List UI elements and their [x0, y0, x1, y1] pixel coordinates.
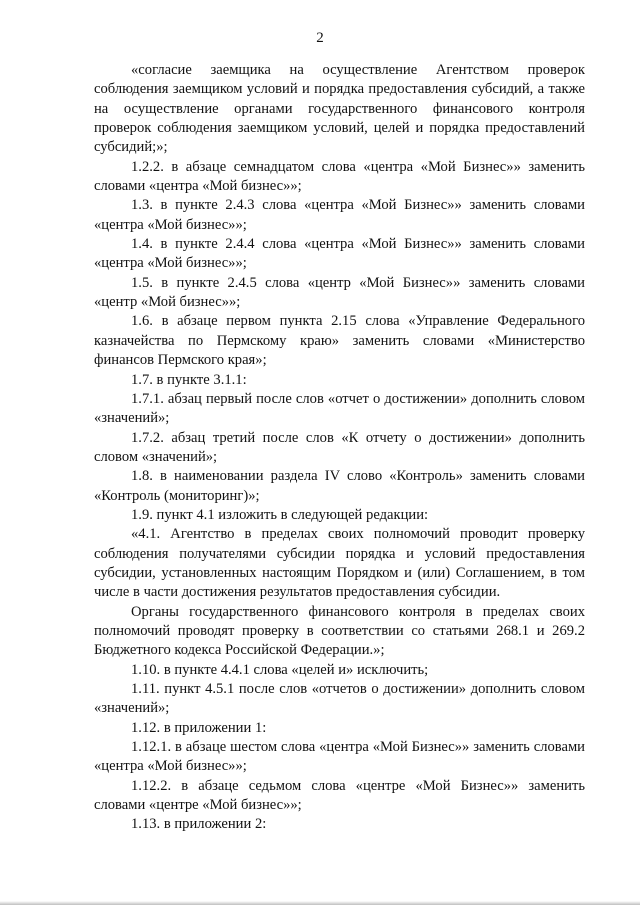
paragraph-1-3: 1.3. в пункте 2.4.3 слова «центра «Мой Бизнес»» заменить словами «центра «Мой бизнес»»;: [94, 197, 585, 233]
paragraph-1-7-1: 1.7.1. абзац первый после слов «отчет о достижении» дополнить словом «значений»;: [94, 390, 585, 427]
paragraph-1-8: 1.8. в наименовании раздела IV слово «Контроль» заменить словами «Контроль (мониторинг)»;: [94, 468, 585, 504]
paragraph-1-7: 1.7. в пункте 3.1.1:: [131, 371, 247, 388]
page-number: 2: [316, 30, 324, 46]
paragraph-1-4: 1.4. в пункте 2.4.4 слова «центра «Мой Бизнес»» заменить словами «центра «Мой бизнес»»;: [94, 236, 585, 272]
paragraph-1-9: 1.9. пункт 4.1 изложить в следующей редакции:: [131, 506, 429, 523]
paragraph-1-12: 1.12. в приложении 1:: [131, 719, 267, 736]
paragraph-1-12-2: 1.12.2. в абзаце седьмом слова «центре «Мой Бизнес»» заменить словами «центре «Мой бизнес»»;: [94, 777, 585, 814]
scan-bottom-edge: [0, 901, 640, 905]
paragraph-1-7-2: 1.7.2. абзац третий после слов «К отчету о достижении» дополнить словом «значений»;: [94, 429, 585, 465]
paragraph-1-11: 1.11. пункт 4.5.1 после слов «отчетов о достижении» дополнить словом «значений»;: [94, 681, 585, 717]
paragraph-quote-consent: «согласие заемщика на осуществление Агентством проверок соблюдения заемщиком условий и порядка предоставления субсидий, а также на осуществление органами государственного финансового контроля проверок соблюдения заемщиком условий, целей и порядка предоставлений субсидий;»;: [94, 62, 585, 156]
paragraph-1-13: 1.13. в приложении 2:: [131, 816, 267, 833]
paragraph-1-2-2: 1.2.2. в абзаце семнадцатом слова «центра «Мой Бизнес»» заменить словами «центра «Мой бизнес»»;: [94, 158, 585, 195]
document-body: [94, 61, 585, 835]
paragraph-4-1-control-bodies: Органы государственного финансового контроля в пределах своих полномочий проводят проверку в соответствии со статьями 268.1 и 269.2 Бюджетного кодекса Российской Федерации.»;: [94, 603, 585, 659]
paragraph-4-1-agency: «4.1. Агентство в пределах своих полномочий проводит проверку соблюдения получателями субсидии порядка и условий предоставления субсидии, установленных настоящим Порядком и (или) Соглашением, в том числе в части достижения результатов предоставления субсидии.: [94, 526, 585, 601]
paragraph-1-5: 1.5. в пункте 2.4.5 слова «центр «Мой Бизнес»» заменить словами «центр «Мой бизнес»»;: [94, 274, 585, 311]
paragraph-1-12-1: 1.12.1. в абзаце шестом слова «центра «Мой Бизнес»» заменить словами «центра «Мой бизнес»»;: [94, 739, 585, 775]
paragraph-1-6: 1.6. в абзаце первом пункта 2.15 слова «Управление Федерального казначейства по Пермскому краю» заменить словами «Министерство финансов Пермского края»;: [94, 313, 585, 369]
paragraph-1-10: 1.10. в пункте 4.4.1 слова «целей и» исключить;: [131, 661, 429, 678]
